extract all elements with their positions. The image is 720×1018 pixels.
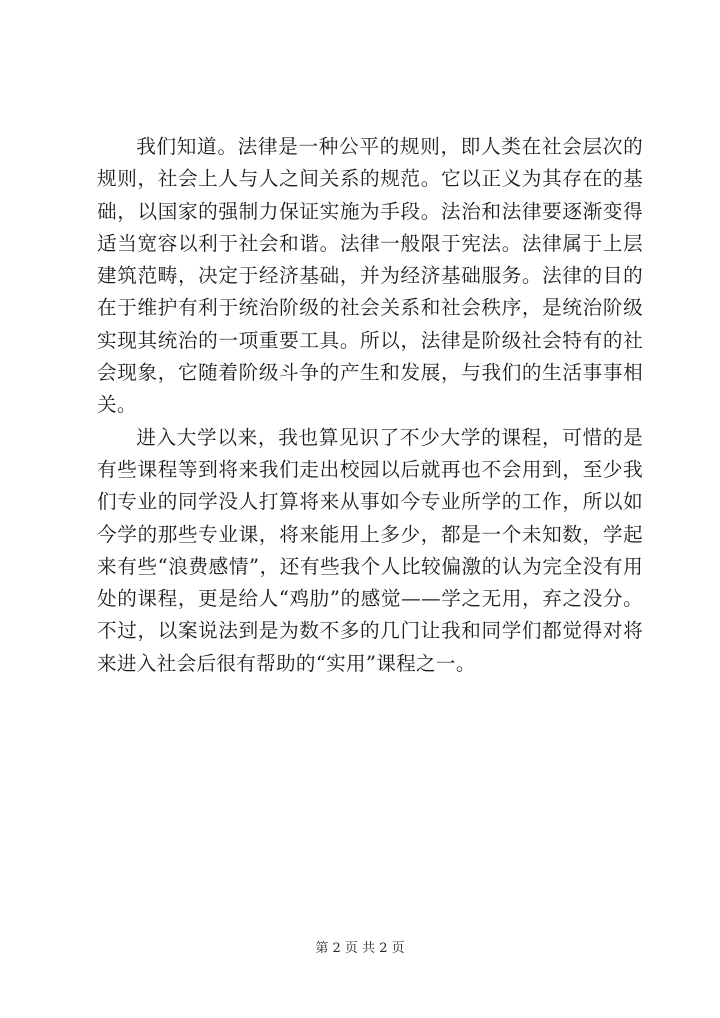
page-footer: 第 2 页 共 2 页 xyxy=(315,941,405,956)
paragraph-2: 进入大学以来，我也算见识了不少大学的课程，可惜的是有些课程等到将来我们走出校园以后就再也不会用到，至少我们专业的同学没人打算将来从事如今专业所学的工作，所以如今学的那些专业课，将来能用上多少，都是一个未知数，学起来有些“浪费感情”，还有些我个人比较偏激的认为完全没有用处的课程，更是给人“鸡肋”的感觉——学之无用，弃之没分。不过，以案说法到是为数不多的几门让我和同学们都觉得对将来进入社会后很有帮助的“实用”课程之一。 xyxy=(97,425,643,675)
body-text xyxy=(97,131,643,680)
paragraph-1: 我们知道。法律是一种公平的规则，即人类在社会层次的规则，社会上人与人之间关系的规范。它以正义为其存在的基础，以国家的强制力保证实施为手段。法治和法律要逐渐变得适当宽容以利于社会和谐。法律一般限于宪法。法律属于上层建筑范畴，决定于经济基础，并为经济基础服务。法律的目的在于维护有利于统治阶级的社会关系和社会秩序，是统治阶级实现其统治的一项重要工具。所以，法律是阶级社会特有的社会现象，它随着阶级斗争的产生和发展，与我们的生活事事相关。 xyxy=(97,135,643,417)
